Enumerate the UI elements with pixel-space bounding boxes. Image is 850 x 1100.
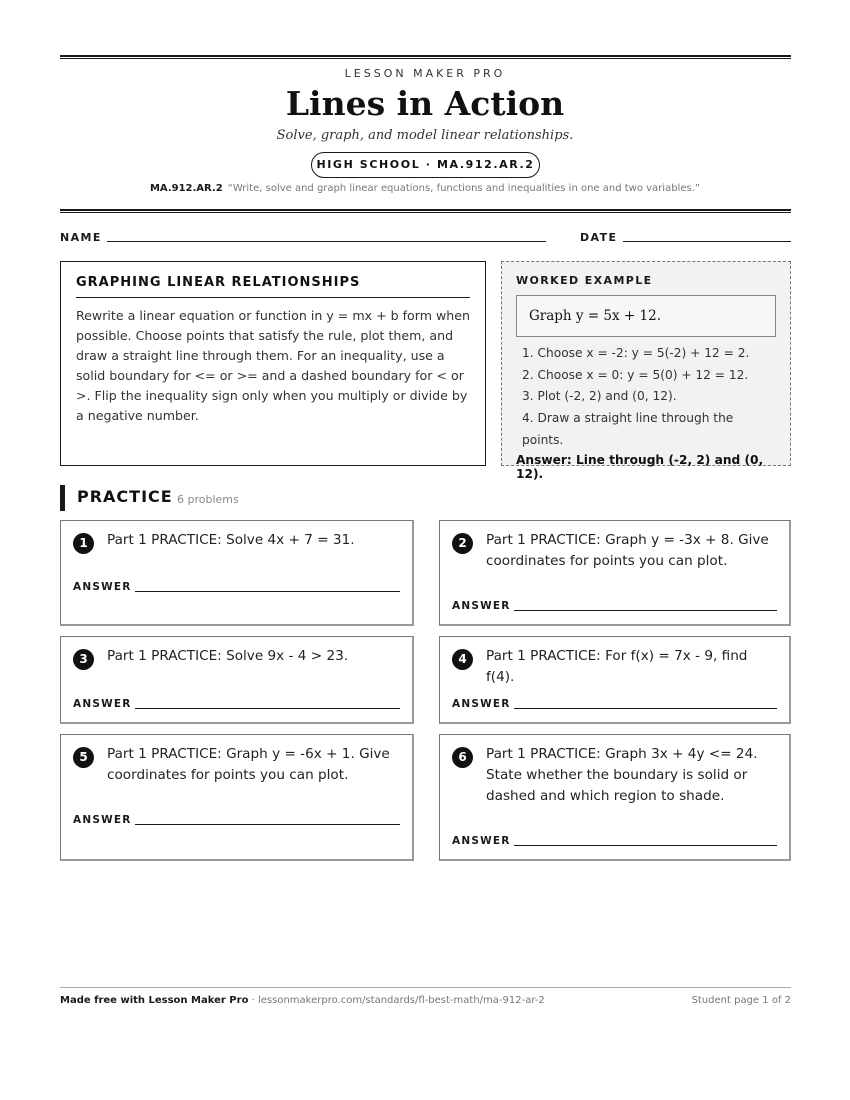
problem-number: 6 (452, 747, 473, 768)
problem-card-6 (439, 734, 791, 861)
answer-label: ANSWER (452, 600, 511, 612)
problem-number: 2 (452, 533, 473, 554)
footer-made-with: Made free with Lesson Maker Pro (60, 995, 249, 1006)
problem-text: Part 1 PRACTICE: Solve 9x - 4 > 23. (107, 648, 349, 664)
problem-number: 4 (452, 649, 473, 670)
standard-statement (0, 183, 850, 194)
practice-title: PRACTICE (77, 487, 173, 506)
date-label: DATE (580, 231, 618, 244)
answer-label: ANSWER (452, 835, 511, 847)
top-rule (60, 55, 791, 59)
answer-field[interactable] (135, 824, 400, 825)
worked-example-step: 1. Choose x = -2: y = 5(-2) + 12 = 2. (522, 346, 750, 360)
standard-text: “Write, solve and graph linear equations, functions and inequalities in one and two variables.” (227, 183, 701, 194)
name-field[interactable] (107, 241, 546, 242)
worked-example-heading: WORKED EXAMPLE (516, 274, 653, 287)
practice-count: 6 problems (177, 493, 239, 506)
footer-url[interactable]: · lessonmakerpro.com/standards/fl-best-math/ma-912-ar-2 (251, 995, 545, 1006)
footer-credit (60, 995, 545, 1006)
answer-field[interactable] (135, 708, 400, 709)
answer-label: ANSWER (73, 581, 132, 593)
concept-body: Rewrite a linear equation or function in y = mx + b form when possible. Choose points that satisfy the rule, plot them, and draw a straight line through them. For an inequality, use a solid boundary for <= or >= and a dashed boundary for < or >. Flip the inequality sign only when you multiply or divide by a negative number. (76, 308, 470, 423)
practice-accent-bar (60, 485, 65, 511)
footer-rule (60, 987, 791, 988)
worked-example-step: 4. Draw a straight line through the points. (522, 411, 734, 447)
answer-label: ANSWER (452, 698, 511, 710)
problem-text: Part 1 PRACTICE: Graph y = -6x + 1. Give coordinates for points you can plot. (107, 746, 390, 783)
answer-label: ANSWER (73, 814, 132, 826)
date-field[interactable] (623, 241, 791, 242)
header-bottom-rule (60, 209, 791, 213)
worked-example-answer: Answer: Line through (-2, 2) and (0, 12). (516, 452, 764, 481)
problem-card-1 (60, 520, 414, 626)
standard-code: MA.912.AR.2 (149, 183, 223, 194)
answer-field[interactable] (135, 591, 400, 592)
problem-card-2 (439, 520, 791, 626)
problem-text: Part 1 PRACTICE: For f(x) = 7x - 9, find f(4). (486, 648, 748, 685)
problem-text: Part 1 PRACTICE: Graph y = -3x + 8. Give coordinates for points you can plot. (486, 532, 769, 569)
problem-number: 1 (73, 533, 94, 554)
answer-field[interactable] (514, 845, 777, 846)
problem-number: 3 (73, 649, 94, 670)
footer-page-number: Student page 1 of 2 (691, 995, 791, 1006)
problem-text: Part 1 PRACTICE: Solve 4x + 7 = 31. (107, 532, 355, 548)
page-title: Lines in Action (285, 84, 565, 123)
problem-card-4 (439, 636, 791, 724)
page-subtitle: Solve, graph, and model linear relationships. (276, 128, 574, 143)
worked-example-steps (516, 343, 776, 452)
concept-heading: GRAPHING LINEAR RELATIONSHIPS (76, 275, 470, 298)
worked-example-step: 2. Choose x = 0: y = 5(0) + 12 = 12. (522, 367, 749, 382)
name-label: NAME (60, 231, 102, 244)
grade-standard-badge: HIGH SCHOOL · MA.912.AR.2 (311, 152, 540, 178)
problem-card-5 (60, 734, 414, 861)
answer-label: ANSWER (73, 698, 132, 710)
worked-example-box (501, 261, 791, 481)
worked-example-equation: Graph y = 5x + 12. (516, 295, 776, 337)
problem-text: Part 1 PRACTICE: Graph 3x + 4y <= 24. State whether the boundary is solid or dashed and which region to shade. (486, 746, 758, 804)
answer-field[interactable] (514, 708, 777, 709)
problem-card-3 (60, 636, 414, 724)
concept-box (60, 261, 486, 466)
worked-example-step: 3. Plot (-2, 2) and (0, 12). (522, 389, 677, 404)
answer-field[interactable] (514, 610, 777, 611)
problem-number: 5 (73, 747, 94, 768)
brand-name: LESSON MAKER PRO (344, 67, 506, 80)
